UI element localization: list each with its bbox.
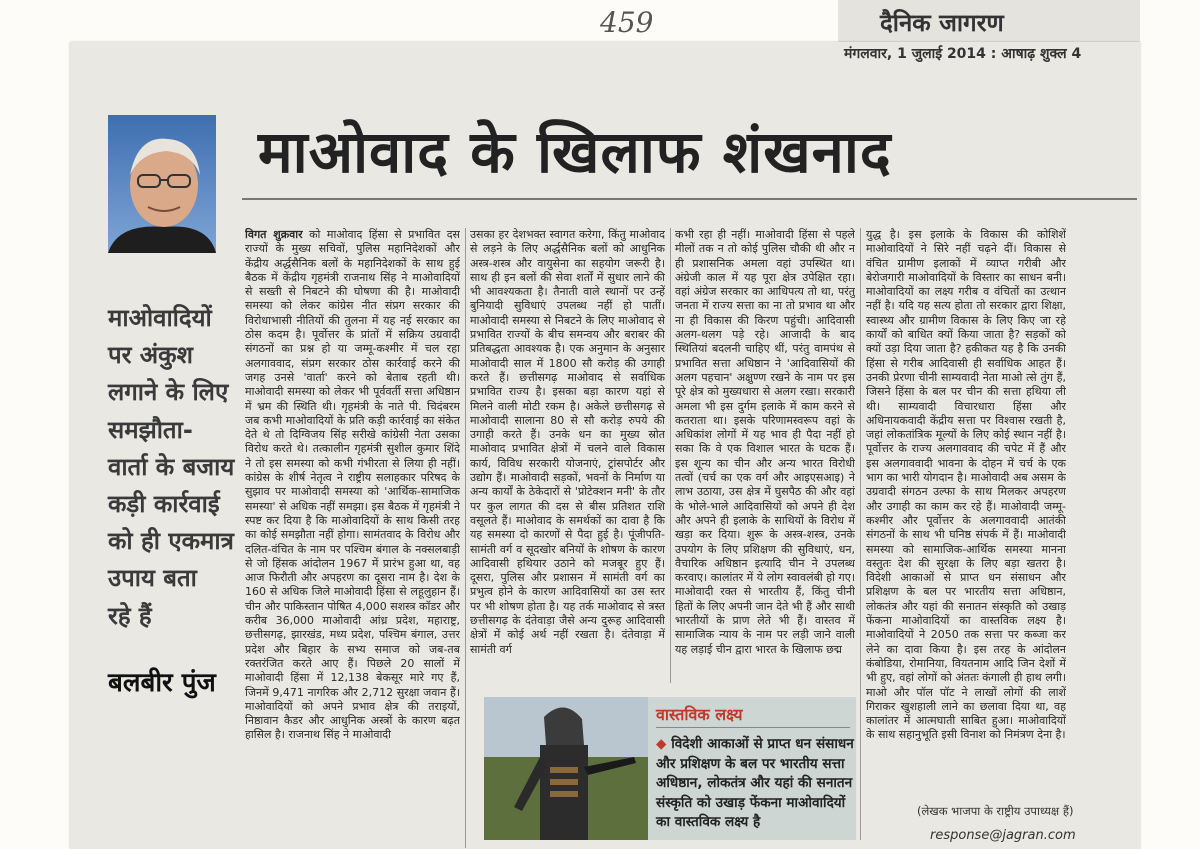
pull-quote-line: उपाय बता [108, 564, 197, 593]
highlight-box [648, 697, 856, 840]
highlight-box-text [656, 735, 854, 833]
article-column-2: उसका हर देशभक्त स्वागत करेगा, किंतु माओवाद से लड़ने के लिए अर्द्धसैनिक बलों को आधुनिक अस्त्र-शस्त्र और वायुसेना का सहयोग जरूरी है। साथ ही इन बलों की सेवा शर्तों में सुधार लाने की भी आवश्यकता है। तैनाती वाले स्थानों पर उन्हें बुनियादी सुविधाएं उपलब्ध नहीं हो पातीं। माओवादी समस्या से निबटने के लिए माओवाद से प्रभावित राज्यों के बीच समन्वय और बराबर की प्रतिबद्धता आवश्यक है। एक अनुमान के अनुसार माओवादी साल में 1800 सौ करोड़ की उगाही करते हैं। छत्तीसगढ़ माओवाद से सर्वाधिक प्रभावित राज्य है। इसका बड़ा कारण यहां से मिलने वाली मोटी रकम है। अकेले छत्तीसगढ़ से माओवादी सालाना 80 से सौ करोड़ रुपये की उगाही करते हैं। उनके धन का मुख्य स्रोत माओवाद प्रभावित क्षेत्रों में चलने वाले विकास कार्य, विविध सरकारी योजनाएं, ट्रांसपोर्टर और उद्योग हैं। माओवादी सड़कों, भवनों के निर्माण या अन्य कार्यों के ठेकेदारों से 'प्रोटेक्शन मनी' के तौर पर कुल लागत की दस से बीस प्रतिशत राशि वसूलते हैं। माओवाद के समर्थकों का दावा है कि यह समस्या दो कारणों से पैदा हुई है। पूंजीपति-सामंती वर्ग व सूदखोर बनियों के शोषण के कारण आदिवासी हथियार उठाने को मजबूर हुए हैं। दूसरा, पुलिस और प्रशासन में सामंती वर्ग का प्रभुत्व होने के कारण आदिवासियों का उस स्तर पर भी शोषण होता है। यह तर्क माओवाद से त्रस्त छत्तीसगढ़ के दंतेवाड़ा जैसे अन्य दुरूह आदिवासी क्षेत्रों में कोई अर्थ नहीं रखता है। दंतेवाड़ा में सामंती वर्ग [470, 228, 665, 656]
pull-quote-line: कड़ी कार्रवाई [108, 489, 220, 518]
pull-quote-line: पर अंकुश [108, 341, 193, 370]
author-photo [108, 115, 216, 253]
pull-quote-line: को ही एकमात्र [108, 527, 234, 556]
militant-photo [484, 697, 648, 840]
response-email: response@jagran.com [930, 828, 1076, 843]
handwritten-page-number: 459 [600, 6, 654, 39]
author-note: (लेखक भाजपा के राष्ट्रीय उपाध्यक्ष हैं) [917, 804, 1074, 818]
article-headline: माओवाद के खिलाफ शंखनाद [258, 118, 892, 186]
pull-quote-line: रहे हैं [108, 601, 152, 630]
pull-quote-line: लगाने के लिए [108, 378, 229, 407]
column-text: को माओवाद हिंसा से प्रभावित दस राज्यों के मुख्य सचिवों, पुलिस महानिदेशकों और केंद्रीय अर्द्धसैनिक बलों के महानिदेशकों के साथ हुई बैठक में केंद्रीय गृहमंत्री राजनाथ सिंह ने माओवादियों से सख्ती से निबटने की घोषणा की है। माओवादी समस्या को लेकर कांग्रेस नीत संप्रग सरकार की विरोधाभासी नीतियों की तुलना में यह नई सरकार का ठोस कदम है। पूर्वोत्तर के प्रांतों में सक्रिय उग्रवादी संगठनों का प्रश्न हो या जम्मू-कश्मीर में चल रहा अलगाववाद, संप्रग सरकार ठोस कार्रवाई करने की जगह उनसे 'वार्ता' करने को बेताब रहती थी। माओवादी समस्या को लेकर भी पूर्ववर्ती सत्ता अधिष्ठान में भ्रम की स्थिति थी। गृहमंत्री के नाते पी. चिदंबरम जब कभी माओवादियों के प्रति कड़ी कार्रवाई का संकेत देते थे तो दिग्विजय सिंह सरीखे कांग्रेसी नेता उसका विरोध करते थे। तत्कालीन गृहमंत्री सुशील कुमार शिंदे ने तो इस समस्या को कभी गंभीरता से लिया ही नहीं। कांग्रेस के शीर्ष नेतृत्व ने राष्ट्रीय सलाहकार परिषद के सुझाव पर माओवादी समस्या को 'आर्थिक-सामाजिक समस्या' से अधिक नहीं समझा। इस बैठक में गृहमंत्री ने स्पष्ट कर दिया है कि माओवादियों के साथ किसी तरह का कोई समझौता नहीं होगा। सामंतवाद के विरोध और दलित-वंचित के नाम पर पश्चिम बंगाल के नक्सलबाड़ी से जो हिंसक आंदोलन 1967 में प्रारंभ हुआ था, वह आज फिरौती और अपहरण का दूसरा नाम है। देश के 160 से अधिक जिले माओवादी हिंसा से लहूलुहान हैं। चीन और पाकिस्तान पोषित 4,000 सशस्त्र कॉडर और करीब 36,000 माओवादी आंध्र प्रदेश, महाराष्ट्र, छत्तीसगढ़, झारखंड, मध्य प्रदेश, पश्चिम बंगाल, उत्तर प्रदेश और बिहार के सभ्य समाज को जब-तब रक्तरंजित करते आए हैं। पिछले 20 सालों में माओवादी हिंसा में 12,138 बेकसूर मारे गए हैं, जिनमें 9,471 नागरिक और 2,712 सुरक्षा जवान हैं। माओवादियों को अपने प्रभाव क्षेत्र की तराइयों, निष्ठावान कैडर और आधुनिक अस्त्रों के कारण बढ़त हासिल है। राजनाथ सिंह ने माओवादी [245, 228, 460, 742]
dateline: मंगलवार, 1 जुलाई 2014 : आषाढ़ शुक्ल 4 [844, 46, 1082, 62]
column-divider [465, 228, 466, 848]
column-divider [860, 228, 861, 840]
pull-quote [108, 300, 238, 635]
pull-quote-line: समझौता- [108, 415, 193, 444]
bullet-icon: ◆ [656, 736, 672, 752]
column-divider [670, 228, 671, 683]
author-byline: बलबीर पुंज [108, 668, 216, 698]
highlight-box-title: वास्तविक लक्ष्य [656, 705, 743, 724]
article-column-4: युद्ध है। इस इलाके के विकास की कोशिशें माओवादियों ने सिरे नहीं चढ़ने दीं। विकास से वंचित ग्रामीण इलाकों में व्याप्त गरीबी और बेरोजगारी माओवादियों के विस्तार का साधन बनी। माओवादियों का लक्ष्य गरीब व वंचितों का उत्थान नहीं है। यदि यह सत्य होता तो सरकार द्वारा शिक्षा, स्वास्थ्य और ग्रामीण विकास के लिए किए जा रहे कार्यों को बाधित क्यों किया जाता है? सड़कों को क्यों उड़ा दिया जाता है? हकीकत यह है कि उनकी हिंसा से गरीब आदिवासी ही सर्वाधिक आहत हैं। उनकी प्रेरणा चीनी साम्यवादी नेता माओ त्से तुंग हैं, जिसने हिंसा के बल पर चीन की सत्ता हथिया ली थी। साम्यवादी विचारधारा हिंसा और अधिनायकवादी केंद्रीय सत्ता पर विश्वास रखती है, जहां लोकतांत्रिक मूल्यों के लिए कोई स्थान नहीं है। पूर्वोत्तर के राज्य अलगाववाद की चपेट में हैं और इस अलगाववादी भावना के दोहन में चर्च के एक भाग का भारी योगदान है। माओवादी अब असम के उग्रवादी संगठन उल्फा के साथ मिलकर अपहरण और उगाही का काम कर रहे हैं। माओवादी जम्मू-कश्मीर और पूर्वोत्तर के अलगाववादी आतंकी संगठनों के साथ भी घनिष्ठ संपर्क में हैं। माओवादी समस्या को सामाजिक-आर्थिक समस्या मानना वस्तुतः देश की सुरक्षा के लिए बड़ा खतरा है। विदेशी आकाओं से प्राप्त धन संसाधन और प्रशिक्षण के बल पर भारतीय सत्ता अधिष्ठान, लोकतंत्र और यहां की सनातन संस्कृति को उखाड़ फेंकना माओवादियों का वास्तविक लक्ष्य है। माओवादियों ने 2050 तक सत्ता पर कब्जा कर लेने का दावा किया है। इस तरह के आंदोलन कंबोडिया, रोमानिया, वियतनाम आदि जिन देशों में भी हुए, वहां लोगों को अंततः कंगाली ही हाथ लगी। माओ और पॉल पॉट ने लाखों लोगों की लाशें गिराकर खुशहाली लाने का छलावा दिया था, वह कालांतर में आत्मघाती साबित हुआ। माओवादियों के साथ सहानुभूति इसी विनाश को निमंत्रण देना है। [866, 228, 1066, 742]
highlight-box-body: विदेशी आकाओं से प्राप्त धन संसाधन और प्रशिक्षण के बल पर भारतीय सत्ता अधिष्ठान, लोकतंत्र और यहां की सनातन संस्कृति को उखाड़ फेंकना माओवादियों का वास्तविक लक्ष्य है [656, 736, 854, 830]
highlight-box-rule [656, 727, 850, 728]
lead-words: विगत शुक्रवार [245, 228, 303, 241]
newspaper-name: दैनिक जागरण [880, 9, 1004, 37]
pull-quote-line: माओवादियों [108, 304, 212, 332]
headline-rule [242, 198, 1137, 200]
pull-quote-line: वार्ता के बजाय [108, 452, 235, 481]
article-column-3: कभी रहा ही नहीं। माओवादी हिंसा से पहले मीलों तक न तो कोई पुलिस चौकी थी और न ही प्रशासनिक अमला वहां उपस्थित था। अंग्रेजी काल में यह पूरा क्षेत्र उपेक्षित रहा। वहां अंग्रेज सरकार का आधिपत्य तो था, परंतु जनता में राज्य सत्ता का ना तो प्रभाव था और ना ही विकास की किरण पहुंची। आदिवासी अलग-थलग पड़े रहे। आजादी के बाद स्थितियां बदलनी चाहिए थीं, परंतु वामपंथ से प्रभावित सत्ता अधिष्ठान ने 'आदिवासियों की अलग पहचान' अक्षुण्ण रखने के नाम पर इस पूरे क्षेत्र को मुख्यधारा से अलग रखा। सरकारी अमला भी इस दुर्गम इलाके में काम करने से कतराता था। इसके परिणामस्वरूप वहां के अधिकांश लोगों में यह भाव ही पैदा नहीं हो सका कि वे एक विशाल भारत के घटक हैं। इस शून्य का चीन और अन्य भारत विरोधी तत्वों (चर्च का एक वर्ग और आइएसआइ) ने लाभ उठाया, उस क्षेत्र में घुसपैठ की और वहां के भोले-भाले आदिवासियों को अपने ही देश और अपने ही इलाके के साथियों के विरोध में खड़ा कर दिया। शुरू के अस्त्र-शस्त्र, उनके उपयोग के लिए प्रशिक्षण की सुविधाएं, धन, वैचारिक अधिष्ठान इत्यादि चीन ने उपलब्ध करवाए। कालांतर में ये लोग स्वावलंबी हो गए। माओवादी रक्त से भारतीय हैं, किंतु चीनी हितों के लिए अपनी जान देते भी हैं और साथी भारतीयों के प्राण लेते भी हैं। वास्तव में सामाजिक न्याय के नाम पर लड़ी जाने वाली यह लड़ाई चीन द्वारा भारत के खिलाफ छद्म [675, 228, 855, 656]
article-column-1 [245, 228, 460, 846]
